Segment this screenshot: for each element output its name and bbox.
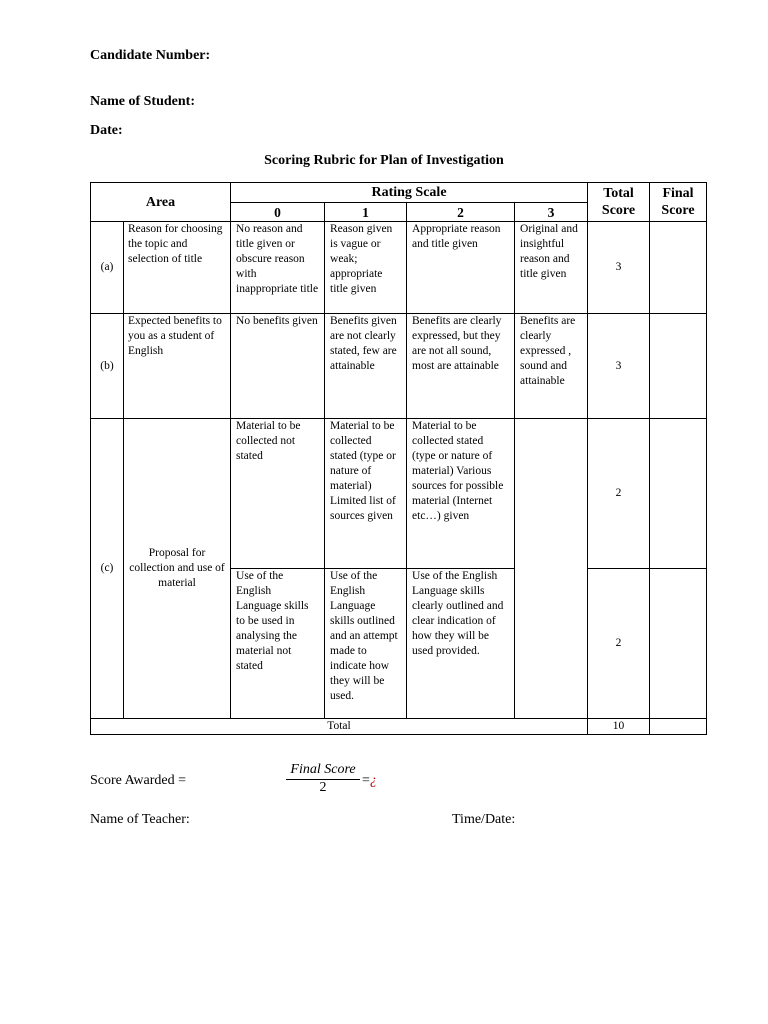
fraction-denominator: 2	[319, 780, 327, 795]
rating-2-cell: Benefits are clearly expressed, but they are not all sound, most are attainable	[407, 314, 515, 419]
area-cell: Proposal for collection and use of material	[124, 419, 231, 719]
rating-1-cell: Use of the English Language skills outlined and an attempt made to indicate how they will be used.	[325, 569, 407, 719]
scale-level-2: 2	[407, 203, 515, 222]
score-awarded-label: Score Awarded =	[90, 773, 187, 788]
area-cell: Expected benefits to you as a student of English	[124, 314, 231, 419]
result-placeholder: ¿	[369, 773, 377, 788]
rating-0-cell: Material to be collected not stated	[231, 419, 325, 569]
fraction	[286, 762, 360, 796]
rating-3-cell: Original and insightful reason and title given	[515, 222, 588, 314]
final-score-cell	[650, 569, 707, 719]
scale-level-0: 0	[231, 203, 325, 222]
rating-3-cell	[515, 419, 588, 719]
rating-scale-header: Rating Scale	[231, 183, 588, 203]
total-value: 10	[588, 719, 650, 735]
time-date-label: Time/Date:	[452, 812, 516, 827]
rating-0-cell: No reason and title given or obscure reason with inappropriate title	[231, 222, 325, 314]
final-score-cell	[650, 419, 707, 569]
fraction-numerator: Final Score	[286, 762, 360, 780]
candidate-number-label: Candidate Number:	[90, 48, 211, 63]
header-row	[91, 183, 707, 203]
teacher-name-label: Name of Teacher:	[90, 812, 190, 827]
scale-level-3: 3	[515, 203, 588, 222]
total-score-cell: 2	[588, 569, 650, 719]
total-score-cell: 2	[588, 419, 650, 569]
total-score-cell: 3	[588, 222, 650, 314]
page-title: Scoring Rubric for Plan of Investigation	[264, 153, 504, 168]
formula-result	[362, 773, 377, 789]
total-score-header: Total Score	[588, 183, 650, 222]
rating-1-cell: Reason given is vague or weak; appropriate title given	[325, 222, 407, 314]
student-name-label: Name of Student:	[90, 94, 195, 109]
total-score-cell: 3	[588, 314, 650, 419]
total-row	[91, 719, 707, 735]
scale-level-1: 1	[325, 203, 407, 222]
area-cell: Reason for choosing the topic and selection of title	[124, 222, 231, 314]
rating-1-cell: Benefits given are not clearly stated, few are attainable	[325, 314, 407, 419]
row-label: (a)	[91, 222, 124, 314]
row-label: (b)	[91, 314, 124, 419]
table-row	[91, 222, 707, 314]
rating-0-cell: No benefits given	[231, 314, 325, 419]
final-total-cell	[650, 719, 707, 735]
final-score-cell	[650, 222, 707, 314]
rating-2-cell: Material to be collected stated (type or nature of material) Various sources for possible material (Internet etc…) given	[407, 419, 515, 569]
scoring-rubric-table	[90, 182, 707, 735]
final-score-cell	[650, 314, 707, 419]
rating-0-cell: Use of the English Language skills to be used in analysing the material not stated	[231, 569, 325, 719]
table-row	[91, 419, 707, 569]
total-label: Total	[91, 719, 588, 735]
rating-2-cell: Appropriate reason and title given	[407, 222, 515, 314]
rating-1-cell: Material to be collected stated (type or nature of material) Limited list of sources given	[325, 419, 407, 569]
equals-sign: =	[362, 773, 370, 788]
rating-2-cell: Use of the English Language skills clearly outlined and clear indication of how they will be used provided.	[407, 569, 515, 719]
final-score-header: Final Score	[650, 183, 707, 222]
row-label: (c)	[91, 419, 124, 719]
rating-3-cell: Benefits are clearly expressed , sound and attainable	[515, 314, 588, 419]
area-header: Area	[91, 183, 231, 222]
date-label: Date:	[90, 123, 123, 138]
table-row	[91, 314, 707, 419]
